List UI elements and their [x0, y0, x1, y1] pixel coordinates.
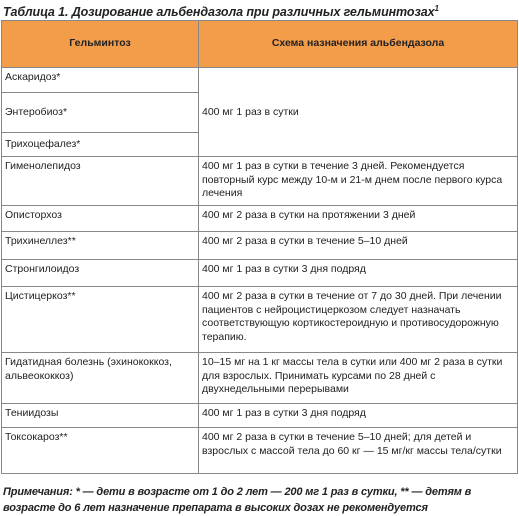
dosage-scheme: 400 мг 1 раз в сутки в течение 3 дней. Рекомендуется повторный курс между 10-м и 21-м днем после первого курса лечения	[199, 157, 518, 206]
dosage-scheme: 400 мг 1 раз в сутки 3 дня подряд	[199, 260, 518, 287]
helminth-name: Гименолепидоз	[2, 157, 199, 206]
dosage-scheme: 400 мг 2 раза в сутки в течение от 7 до 30 дней. При лечении пациентов с нейроцистицеркозом следует назначать соответствующую кортикостероидную и противосудорожную терапию.	[199, 287, 518, 353]
helminth-name: Гидатидная болезнь (эхинококкоз, альвеококкоз)	[2, 353, 199, 404]
dosage-scheme: 400 мг 1 раз в сутки	[199, 68, 518, 157]
table-notes: Примечания: * — дети в возрасте от 1 до 2 лет — 200 мг 1 раз в сутки, ** — детям в возрасте до 6 лет назначение препарата в высоких дозах не рекомендуется	[3, 486, 472, 514]
table-row	[2, 157, 518, 206]
helminth-name: Описторхоз	[2, 206, 199, 232]
helminth-name: Токсокароз**	[2, 428, 199, 474]
table-row	[2, 68, 518, 93]
table-title-text: Таблица 1. Дозирование альбендазола при различных гельминтозах	[3, 5, 435, 20]
dosage-scheme: 400 мг 1 раз в сутки 3 дня подряд	[199, 404, 518, 428]
helminth-name: Энтеробиоз*	[2, 93, 199, 133]
dosage-scheme: 400 мг 2 раза в сутки на протяжении 3 дней	[199, 206, 518, 232]
helminth-name: Тениидозы	[2, 404, 199, 428]
table-row	[2, 232, 518, 260]
header-helminthiasis: Гельминтоз	[2, 21, 199, 68]
table-row	[2, 287, 518, 353]
table-header-row	[2, 21, 518, 68]
table-row	[2, 404, 518, 428]
table-title	[3, 1, 517, 20]
header-scheme: Схема назначения альбендазола	[199, 21, 518, 68]
helminth-name: Стронгилоидоз	[2, 260, 199, 287]
helminth-name: Трихоцефалез*	[2, 133, 199, 157]
helminth-name: Трихинеллез**	[2, 232, 199, 260]
footnote-ref: 1	[434, 4, 439, 13]
dosage-table	[1, 20, 518, 474]
table-row	[2, 206, 518, 232]
table-row	[2, 260, 518, 287]
helminth-name: Аскаридоз*	[2, 68, 199, 93]
dosage-scheme: 400 мг 2 раза в сутки в течение 5–10 дней	[199, 232, 518, 260]
table-row	[2, 428, 518, 474]
dosage-scheme: 400 мг 2 раза в сутки в течение 5–10 дней; для детей и взрослых с массой тела до 60 кг — 15 мг/кг массы тела/сутки	[199, 428, 518, 474]
helminth-name: Цистицеркоз**	[2, 287, 199, 353]
dosage-scheme: 10–15 мг на 1 кг массы тела в сутки или 400 мг 2 раза в сутки для взрослых. Принимать курсами по 28 дней с двухнедельными перерывами	[199, 353, 518, 404]
table-row	[2, 353, 518, 404]
